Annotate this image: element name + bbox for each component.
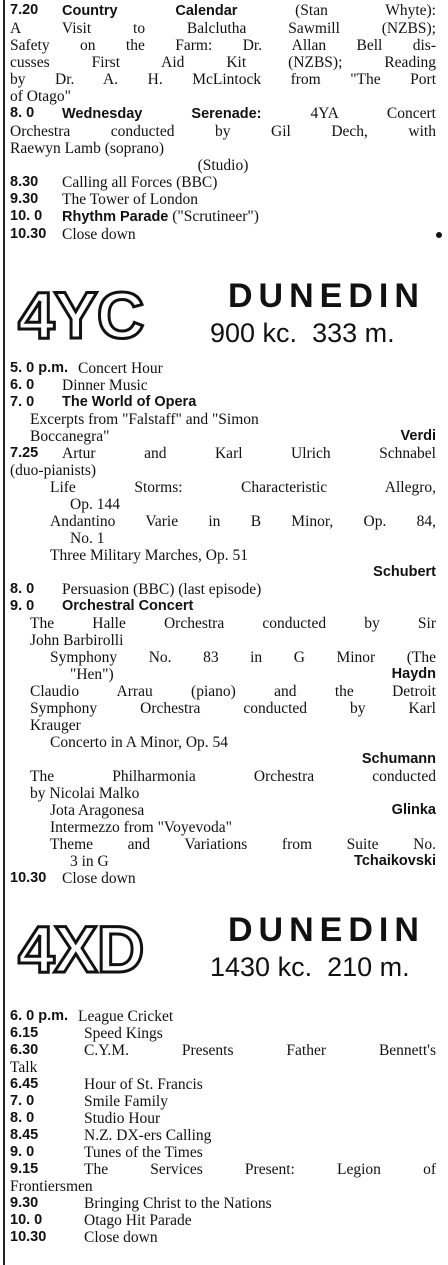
ink-dot [436, 232, 442, 238]
station-logo: 4YC [18, 278, 144, 352]
listing-item: 10. 0 Otago Hit Parade [10, 1212, 192, 1229]
listing-item: 10.30 Close down [10, 1229, 158, 1246]
listing-item: 9.30 Bringing Christ to the Nations [10, 1195, 272, 1212]
listing-item: 6.30 C.Y.M. Presents Father Bennett's [10, 1042, 436, 1059]
listing-item: 8.45 N.Z. DX-ers Calling [10, 1127, 212, 1144]
listing-item: 7. 0 The World of Opera [10, 394, 197, 410]
listing-item: 7.20 Country Calendar (Stan Whyte): [10, 2, 436, 19]
listings-4yc: 5. 0 p.m. Concert Hour 6. 0 Dinner Music 7. 0 The World of Opera Excerpts from "Falstaff" and "Simon Boccanegra" Verdi 7.25 Artur and Karl Ulrich Schnabel (duo-pianists) Life Storms: Characteristic Allegro, Op. 144 Andantino Varie in B Minor, Op. 84, No. 1 Three Military Marches, Op. 51 Schubert 8. 0 Persuasion (BBC) (last episode) 9. 0 Orchestral Concert The Halle Orchestra conducted by Sir John Barbirolli Symphony No. 83 in G Minor (The "Hen") Haydn Claudio Arrau (piano) and the Detroit Symphony Orchestra conducted by Karl Krauger Concerto in A Minor, Op. 54 Schumann The Philharmonia Orchestra conducted by Nicolai Malko Jota Aragonesa Glinka Intermezzo from "Voyevoda" Theme and Variations from Suite No. 3 in G Tchaikovski 10.30 Close down [10, 360, 436, 887]
listing-item: 9.15 The Services Present: Legion of [10, 1161, 436, 1178]
station-frequency: 1430 kc. 210 m. [210, 952, 410, 982]
listing-item: 8. 0 Wednesday Serenade: 4YA Concert [10, 105, 436, 122]
station-city: DUNEDIN [228, 911, 425, 949]
composer: Verdi [400, 428, 436, 444]
composer: Schubert [373, 564, 436, 580]
composer: Haydn [391, 666, 436, 682]
station-logo: 4XD [18, 912, 144, 986]
listing-item: 6.45 Hour of St. Francis [10, 1076, 203, 1093]
composer: Tchaikovski [354, 853, 436, 869]
listing-item: 10.30 Close down [10, 226, 136, 243]
composer: Glinka [391, 802, 436, 818]
listing-item: 10.30 Close down [10, 870, 136, 887]
listing-time: 7.20 [10, 2, 39, 18]
listing-item: 8.30 Calling all Forces (BBC) [10, 174, 218, 191]
listing-item: 7.25 Artur and Karl Ulrich Schnabel [10, 445, 436, 462]
listing-time: 8. 0 [10, 105, 35, 121]
station-header-4yc [14, 272, 434, 364]
listing-title: Country Calendar [62, 3, 238, 19]
station-header-4xd [14, 906, 434, 998]
listing-item: 8. 0 Studio Hour [10, 1110, 161, 1127]
listing-title: Wednesday Serenade: [62, 106, 262, 122]
station-city: DUNEDIN [228, 277, 425, 315]
composer: Schumann [361, 751, 436, 767]
column-rule [3, 0, 5, 1265]
listings-4xd: 6. 0 p.m. League Cricket 6.15 Speed Kings 6.30 C.Y.M. Presents Father Bennett's Talk 6.45 Hour of St. Francis 7. 0 Smile Family 8. 0 Studio Hour 8.45 N.Z. DX-ers Calling 9. 0 Tunes of the Times 9.15 The Services Present: Legion of Frontiersmen 9.30 Bringing Christ to the Nations 10. 0 Otago Hit Parade 10.30 Close down [10, 1008, 436, 1246]
listing-item: 6. 0 p.m. League Cricket [10, 1008, 174, 1025]
listing-item: 9.30 The Tower of London [10, 191, 198, 208]
listing-item: 6.15 Speed Kings [10, 1025, 163, 1042]
station-frequency: 900 kc. 333 m. [210, 318, 395, 348]
listing-item: 9. 0 Orchestral Concert [10, 598, 194, 614]
listing-item: 5. 0 p.m. Concert Hour [10, 360, 163, 377]
listing-item: 6. 0 Dinner Music [10, 377, 148, 394]
top-listings: 7.20 Country Calendar (Stan Whyte): A Visit to Balclutha Sawmill (NZBS); Safety on the Farm: Dr. Allan Bell dis- cusses First Aid Kit (NZBS); Reading by Dr. A. H. McLintock from "The Port of Otago" 8. 0 Wednesday Serenade: 4YA Concert Orchestra conducted by Gil Dech, with Raewyn Lamb (soprano) (Studio) 8.30 Calling all Forces (BBC) 9.30 The Tower of London 10. 0 Rhythm Parade ("Scrutineer") 10.30 Close down [10, 2, 436, 243]
listing-item: 10. 0 Rhythm Parade ("Scrutineer") [10, 208, 259, 225]
listing-item: 8. 0 Persuasion (BBC) (last episode) [10, 581, 262, 598]
listing-item: 9. 0 Tunes of the Times [10, 1144, 203, 1161]
listing-item: 7. 0 Smile Family [10, 1093, 168, 1110]
